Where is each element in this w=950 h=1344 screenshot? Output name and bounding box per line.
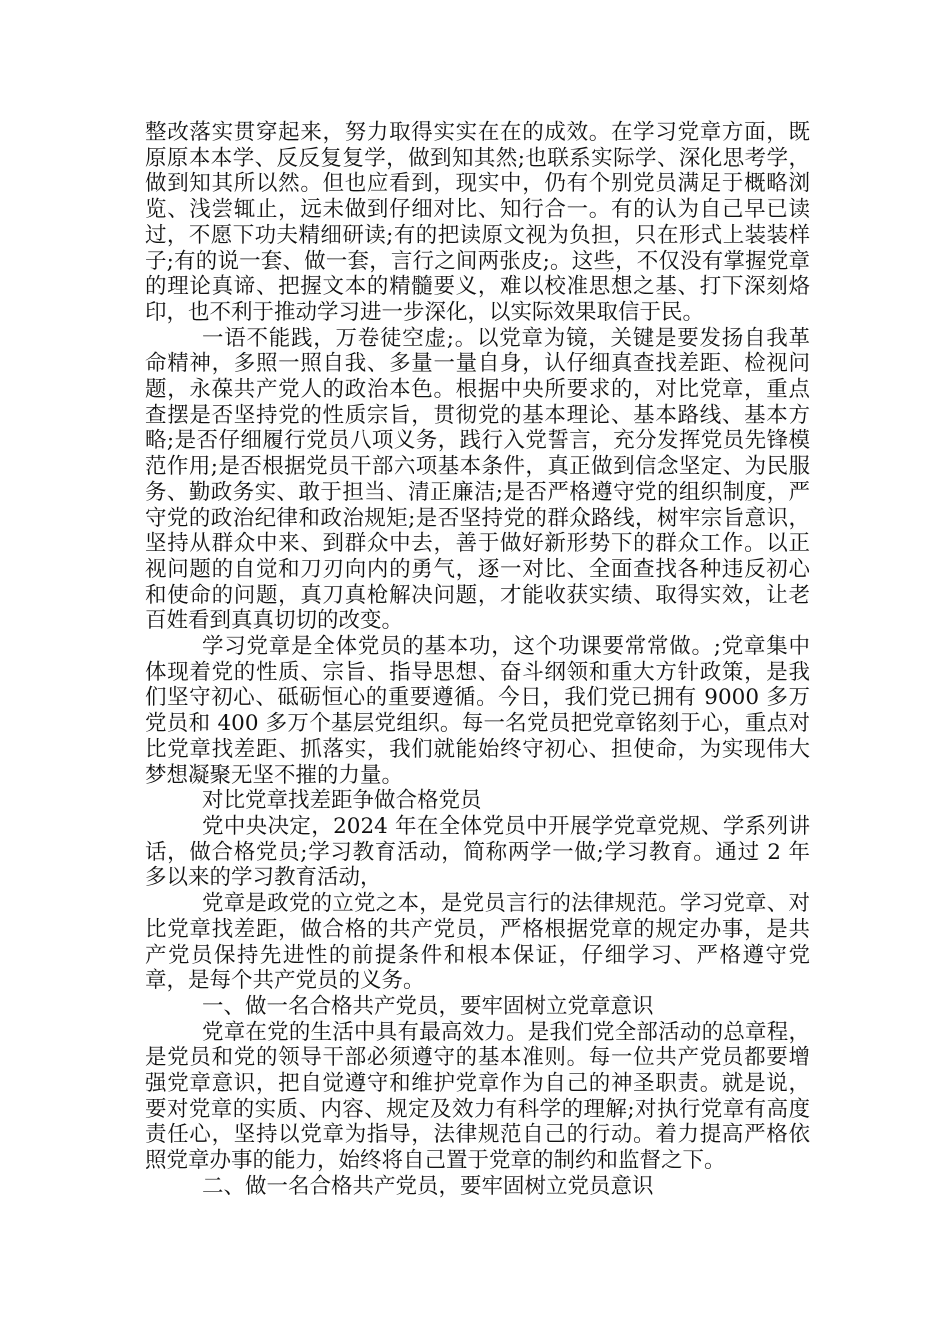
paragraph-practice: 一语不能践，万卷徒空虚;。以党章为镜，关键是要发扬自我革命精神，多照一照自我、多量一量自身，认仔细真查找差距、检视问题，永葆共产党人的政治本色。根据中央所要求的，对比党章，重点查摆是否坚持党的性质宗旨，贯彻党的基本理论、基本路线、基本方略;是否仔细履行党员八项义务，践行入党誓言，充分发挥党员先锋模范作用;是否根据党员干部六项基本条件，真正做到信念坚定、为民服务、勤政务实、敢于担当、清正廉洁;是否严格遵守党的组织制度，严守党的政治纪律和政治规矩;是否坚持党的群众路线，树牢宗旨意识，坚持从群众中来、到群众中去，善于做好新形势下的群众工作。以正视问题的自觉和刀刃向内的勇气，逐一对比、全面查找各种违反初心和使命的问题，真刀真枪解决问题，才能收获实绩、取得实效，让老百姓看到真真切切的改变。	[145, 325, 810, 634]
paragraph-highest-authority: 党章在党的生活中具有最高效力。是我们党全部活动的总章程，是党员和党的领导干部必须遵守的基本准则。每一位共产党员都要增强党章意识，把自觉遵守和维护党章作为自己的神圣职责。就是说，要对党章的实质、内容、规定及效力有科学的理解;对执行党章有高度责任心，坚持以党章为指导，法律规范自己的行动。着力提高严格依照党章办事的能力，始终将自己置于党章的制约和监督之下。	[145, 1019, 810, 1174]
heading-two: 二、做一名合格共产党员，要牢固树立党员意识	[201, 1173, 654, 1199]
paragraph-basic-skill: 学习党章是全体党员的基本功，这个功课要常常做。;党章集中体现着党的性质、宗旨、指导思想、奋斗纲领和重大方针政策，是我们坚守初心、砥砺恒心的重要遵循。今日，我们党已拥有 9000 多万党员和 400 多万个基层党组织。每一名党员把党章铭刻于心，重点对比党章找差距、抓落实，我们就能始终守初心、担使命，为实现伟大梦想凝聚无坚不摧的力量。	[145, 634, 810, 788]
section-title: 对比党章找差距争做合格党员	[201, 788, 482, 814]
paragraph-central-decision: 党中央决定，2024 年在全体党员中开展学党章党规、学系列讲话，做合格党员;学习教育活动，简称两学一做;学习教育。通过 2 年多以来的学习教育活动，	[145, 813, 810, 891]
paragraph-continuation: 整改落实贯穿起来，努力取得实实在在的成效。在学习党章方面，既原原本本学、反反复复学，做到知其然;也联系实际学、深化思考学，做到知其所以然。但也应看到，现实中，仍有个别党员满足于概略浏览、浅尝辄止，远未做到仔细对比、知行合一。有的认为自己早已读过，不愿下功夫精细研读;有的把读原文视为负担，只在形式上装装样子;有的说一套、做一套，言行之间两张皮;。这些，不仅没有掌握党章的理论真谛、把握文本的精髓要义，难以校准思想之基、打下深刻烙印，也不利于推动学习进一步深化，以实际效果取信于民。	[145, 120, 810, 325]
paragraph-party-constitution: 党章是政党的立党之本，是党员言行的法律规范。学习党章、对比党章找差距，做合格的共产党员，严格根据党章的规定办事，是共产党员保持先进性的前提条件和根本保证，仔细学习、严格遵守党章，是每个共产党员的义务。	[145, 891, 810, 994]
heading-one: 一、做一名合格共产党员，要牢固树立党章意识	[201, 993, 654, 1019]
document-body	[145, 120, 810, 1200]
